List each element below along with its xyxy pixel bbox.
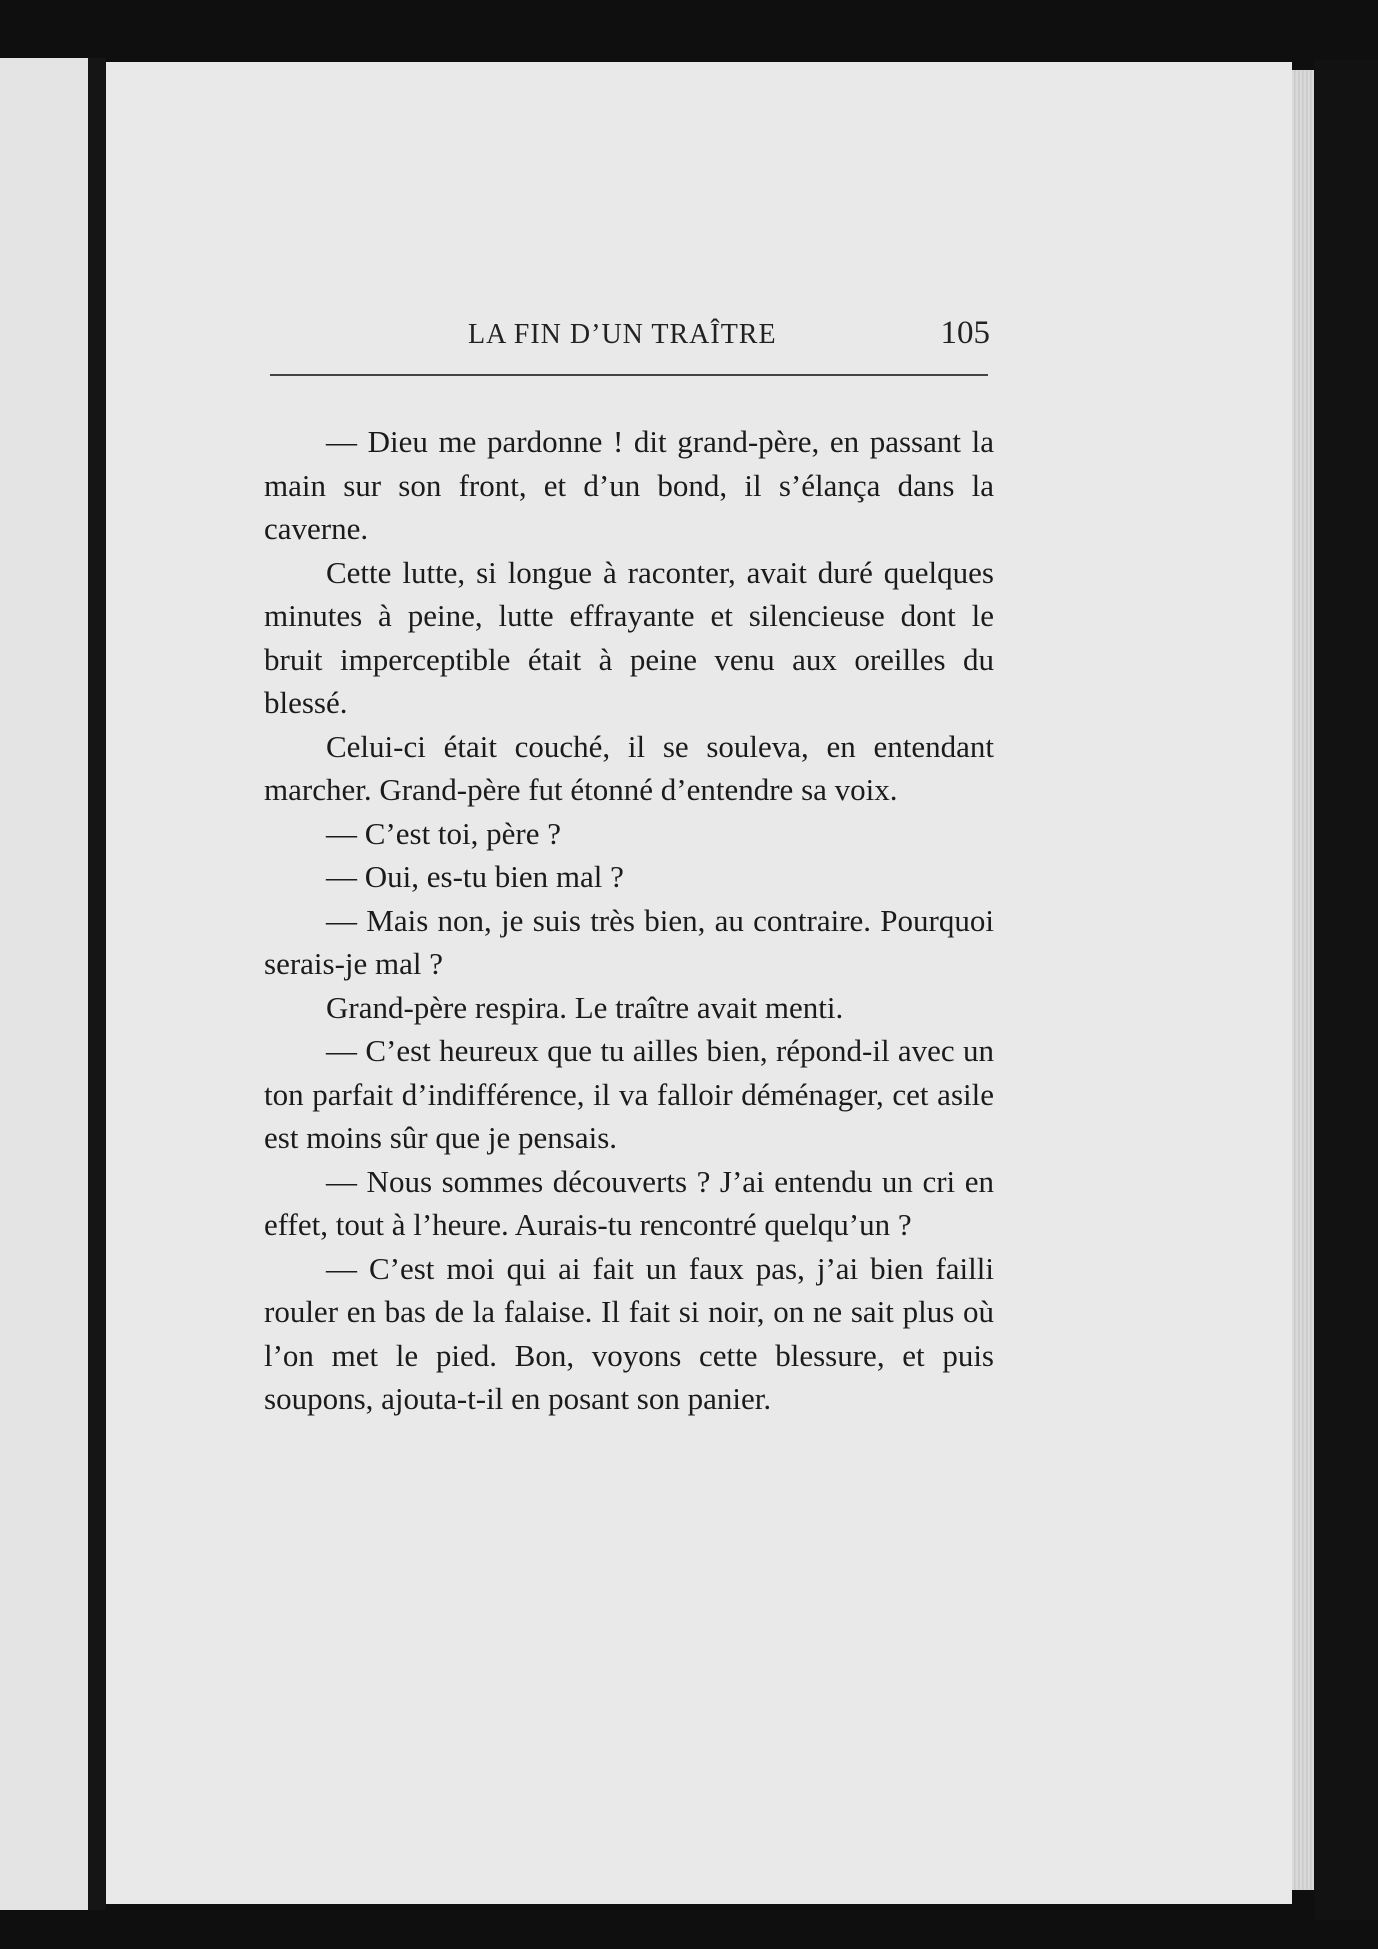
running-title: LA FIN D’UN TRAÎTRE [468,319,777,350]
paragraph: — Nous sommes découverts ? J’ai entendu un cri en effet, tout à l’heure. Aurais-tu rencontré quelqu’un ? [264,1163,994,1242]
paragraph: — C’est toi, père ? [326,815,562,851]
paragraph: Celui-ci était couché, il se souleva, en entendant marcher. Grand-père fut étonné d’entendre sa voix. [264,728,994,807]
page-number: 105 [940,315,990,351]
running-head [270,315,990,359]
paragraph: — C’est moi qui ai fait un faux pas, j’ai bien failli rouler en bas de la falaise. Il fait si noir, on ne sait plus où l’on met le pied. Bon, voyons cette blessure, et puis soupons, ajouta-t-il en posant son panier. [264,1250,994,1416]
paragraph: — Mais non, je suis très bien, au contraire. Pourquoi serais-je mal ? [264,902,994,981]
header-rule [270,374,988,376]
body-text [264,420,994,1421]
paragraph: — Dieu me pardonne ! dit grand-père, en passant la main sur son front, et d’un bond, il s’élança dans la caverne. [264,424,994,546]
paragraph: Grand-père respira. Le traître avait menti. [326,989,844,1025]
scan-background-right [1314,60,1378,1920]
page-stack-edges [1292,70,1314,1890]
left-page-edge [0,58,88,1910]
book-spine-shadow [88,58,106,1910]
paragraph: Cette lutte, si longue à raconter, avait duré quelques minutes à peine, lutte effrayante et silencieuse dont le bruit imperceptible était à peine venu aux oreilles du blessé. [264,554,994,720]
paragraph: — C’est heureux que tu ailles bien, répond-il avec un ton parfait d’indifférence, il va falloir déménager, cet asile est moins sûr que je pensais. [264,1033,994,1155]
paragraph: — Oui, es-tu bien mal ? [326,859,624,894]
